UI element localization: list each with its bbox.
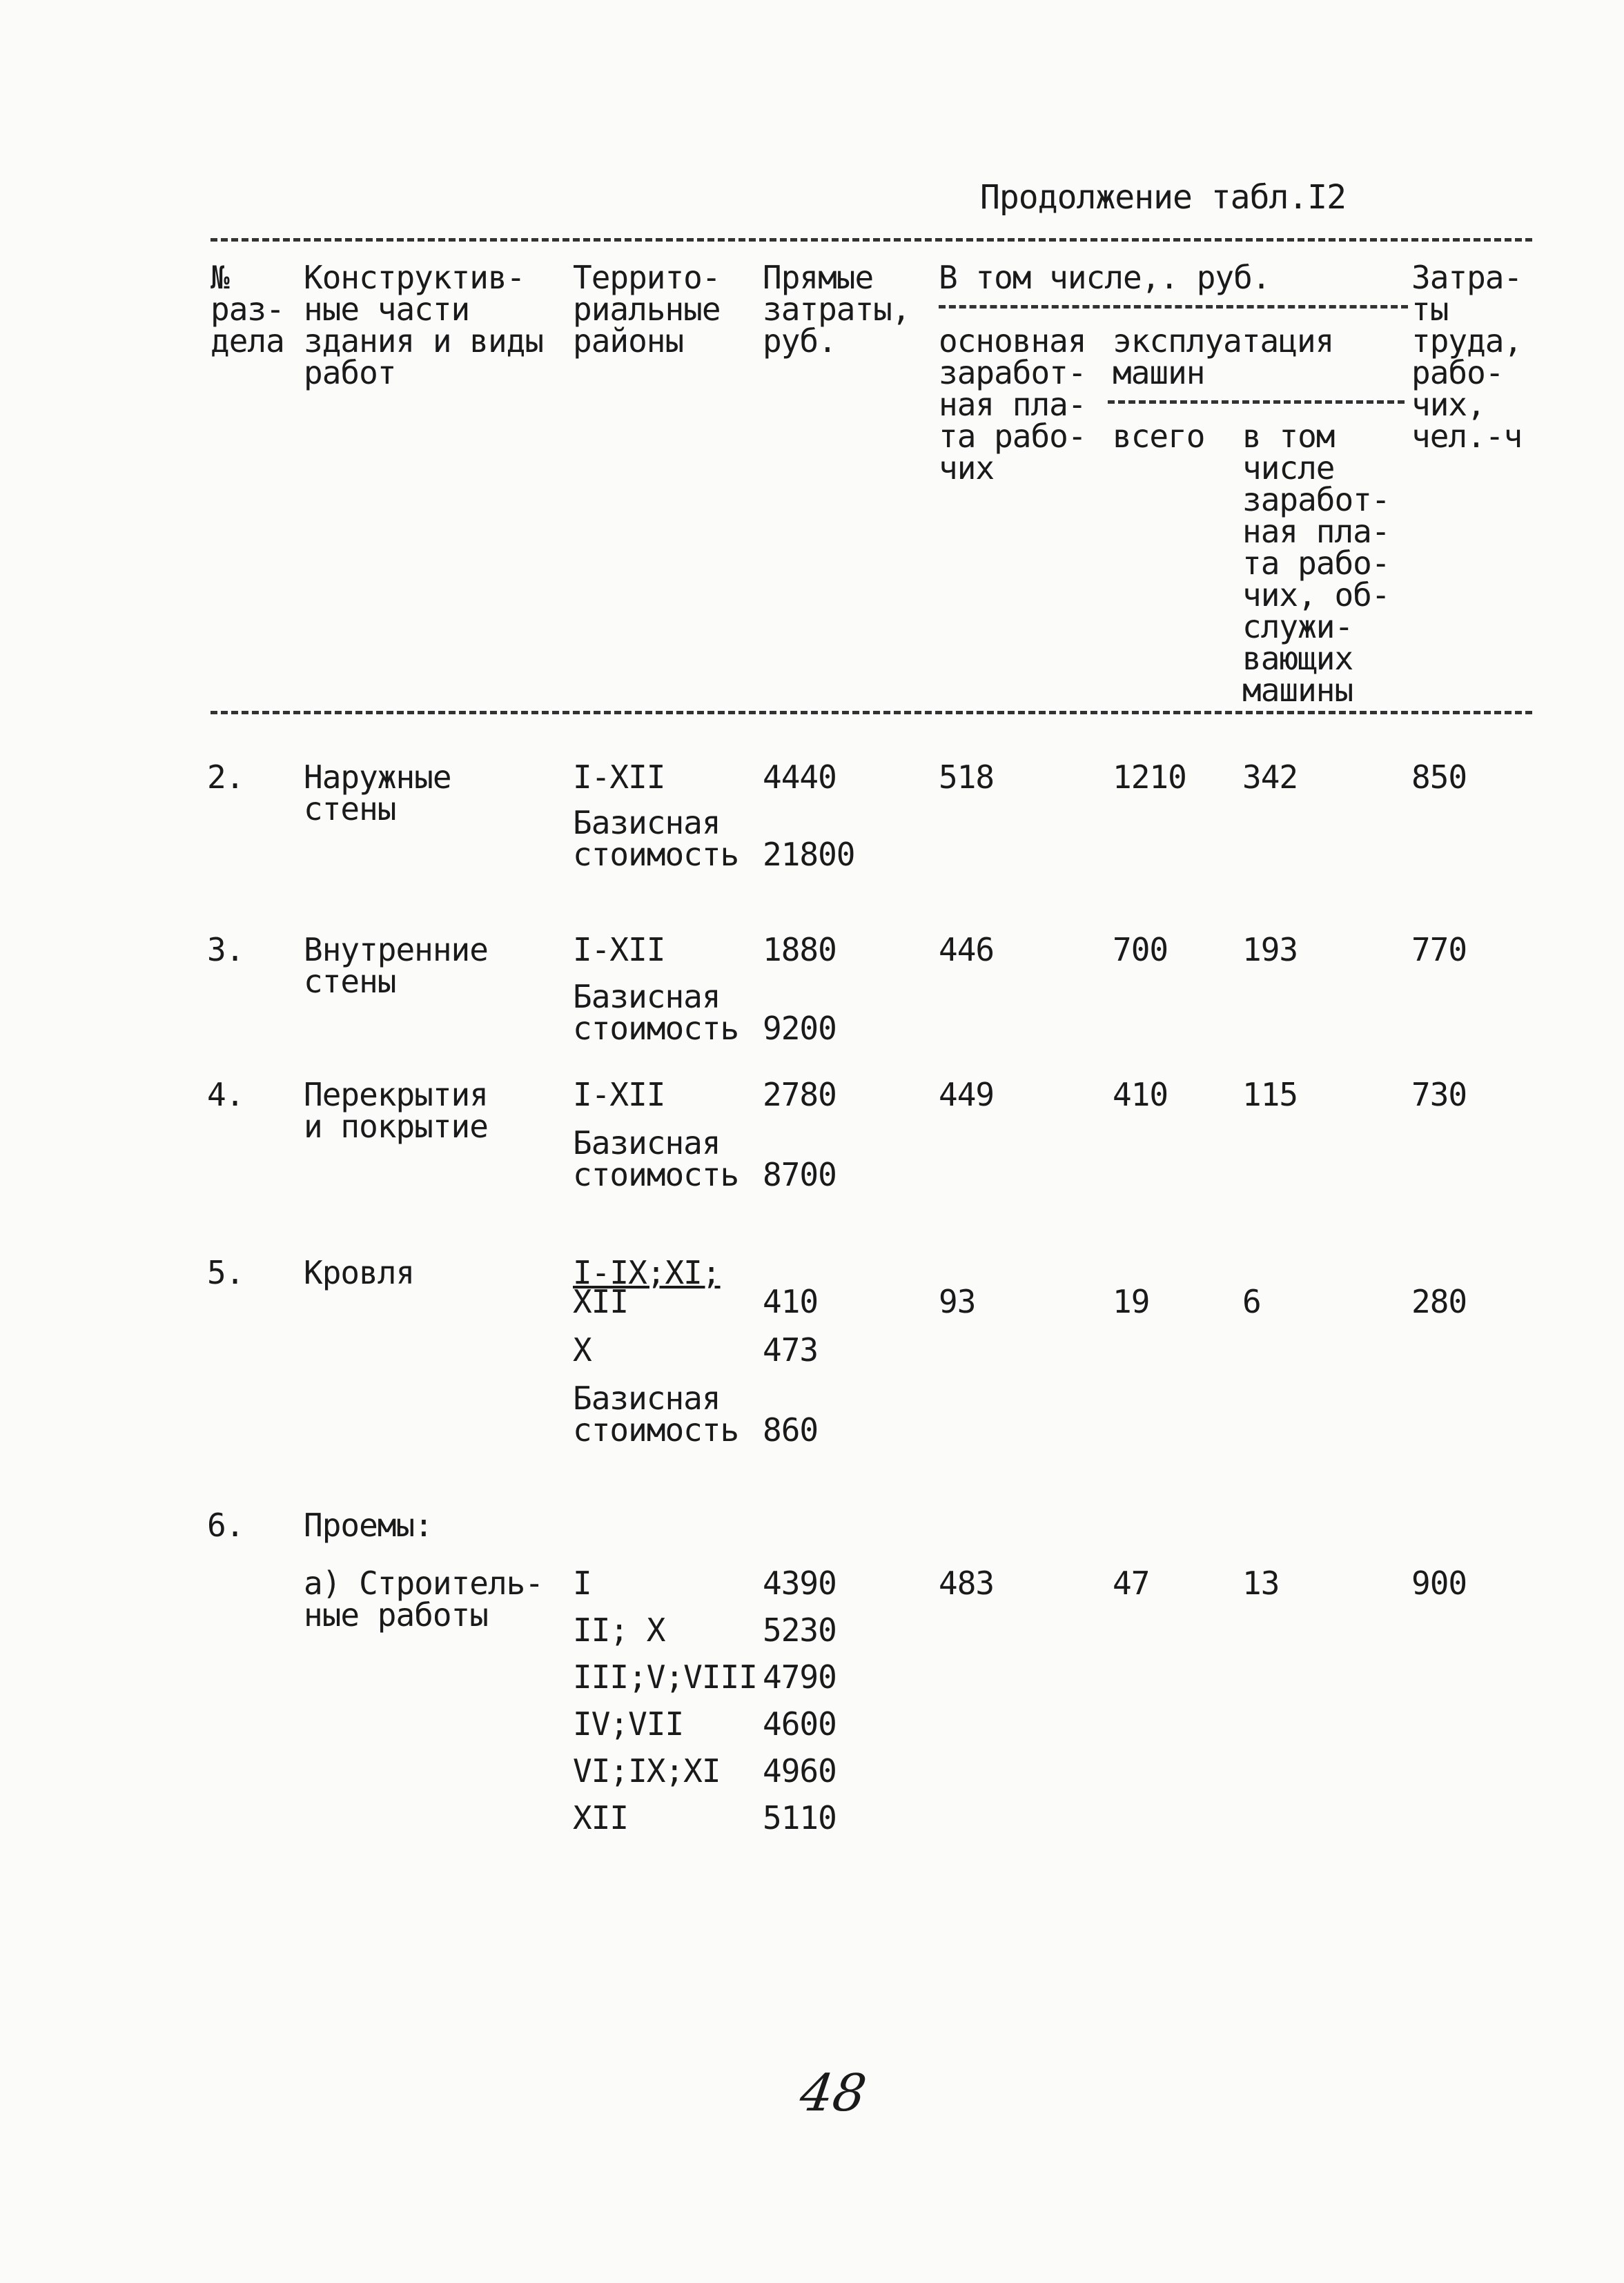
row-region: I — [573, 1565, 591, 1602]
header-col-wage-4: та рабо- — [939, 418, 1086, 455]
row-region: Базисная — [573, 978, 721, 1015]
row-region: I-XII — [573, 758, 665, 796]
row-direct: 4390 — [763, 1565, 837, 1602]
row-total: 410 — [1113, 1076, 1168, 1113]
header-bottom-rule — [211, 711, 1532, 714]
row-subname: а) Строитель- — [304, 1565, 544, 1602]
row-mwage: 115 — [1242, 1076, 1298, 1113]
row-direct: 860 — [763, 1411, 819, 1449]
row-wage: 93 — [939, 1283, 976, 1320]
row-labor: 730 — [1411, 1076, 1467, 1113]
header-col-mwage-7: служи- — [1242, 608, 1353, 645]
table-continuation-label: Продолжение табл.I2 — [980, 178, 1347, 217]
row-region: XII — [573, 1283, 629, 1320]
group-rule-machines — [1108, 400, 1405, 404]
row-region: III;V;VIII — [573, 1658, 757, 1696]
header-col-wage-5: чих — [939, 449, 995, 487]
row-direct: 9200 — [763, 1010, 837, 1047]
header-col-labor-2: ты — [1411, 291, 1449, 328]
row-total: 700 — [1113, 931, 1168, 968]
header-col-labor-4: рабо- — [1411, 354, 1504, 391]
row-region: I-XII — [573, 1076, 665, 1113]
row-region: XII — [573, 1799, 629, 1836]
header-col-total: всего — [1113, 418, 1205, 455]
row-wage: 483 — [939, 1565, 995, 1602]
row-direct: 4790 — [763, 1658, 837, 1696]
row-mwage: 342 — [1242, 758, 1298, 796]
header-col-regions-3: районы — [573, 322, 684, 360]
header-col-direct-3: руб. — [763, 322, 837, 360]
row-labor: 280 — [1411, 1283, 1467, 1320]
row-labor: 770 — [1411, 931, 1467, 968]
row-name: стены — [304, 963, 396, 1000]
row-direct: 1880 — [763, 931, 837, 968]
header-col-labor-5: чих, — [1411, 386, 1485, 423]
row-no: 3. — [207, 931, 244, 968]
row-region: Базисная — [573, 1124, 721, 1162]
header-group-incl: В том числе,. руб. — [939, 259, 1271, 296]
header-col-no-2: раз- — [211, 291, 284, 328]
row-total: 19 — [1113, 1283, 1150, 1320]
header-col-parts-1: Конструктив- — [304, 259, 525, 296]
row-direct: 473 — [763, 1331, 819, 1369]
header-col-mwage-4: ная пла- — [1242, 513, 1390, 550]
row-labor: 900 — [1411, 1565, 1467, 1602]
header-col-parts-2: ные части — [304, 291, 470, 328]
row-region: Базисная — [573, 804, 721, 841]
header-col-labor-6: чел.-ч — [1411, 418, 1523, 455]
header-group-machines-2: машин — [1113, 354, 1205, 391]
header-col-parts-4: работ — [304, 354, 396, 391]
row-region: X — [573, 1331, 591, 1369]
header-col-mwage-1: в том — [1242, 418, 1335, 455]
row-mwage: 13 — [1242, 1565, 1280, 1602]
header-group-machines-1: эксплуатация — [1113, 322, 1334, 360]
row-region: I-IX;XI; — [573, 1254, 721, 1291]
row-region: стоимость — [573, 1411, 739, 1449]
row-region: II; X — [573, 1611, 665, 1649]
header-col-wage-2: заработ- — [939, 354, 1086, 391]
row-direct: 4600 — [763, 1705, 837, 1743]
header-col-regions-2: риальные — [573, 291, 721, 328]
header-col-labor-1: Затра- — [1411, 259, 1523, 296]
header-col-mwage-3: заработ- — [1242, 481, 1390, 518]
row-direct: 2780 — [763, 1076, 837, 1113]
row-no: 2. — [207, 758, 244, 796]
row-name: Наружные — [304, 758, 451, 796]
row-direct: 4960 — [763, 1752, 837, 1790]
row-mwage: 193 — [1242, 931, 1298, 968]
row-region: стоимость — [573, 1156, 739, 1193]
row-mwage: 6 — [1242, 1283, 1261, 1320]
header-col-no-3: дела — [211, 322, 284, 360]
header-col-mwage-8: вающих — [1242, 640, 1353, 677]
row-direct: 410 — [763, 1283, 819, 1320]
row-direct: 5230 — [763, 1611, 837, 1649]
table-top-rule — [211, 238, 1532, 242]
row-wage: 449 — [939, 1076, 995, 1113]
header-col-direct-1: Прямые — [763, 259, 874, 296]
row-no: 5. — [207, 1254, 244, 1291]
header-col-regions-1: Террито- — [573, 259, 721, 296]
row-direct: 21800 — [763, 836, 855, 873]
row-region: IV;VII — [573, 1705, 684, 1743]
header-col-mwage-6: чих, об- — [1242, 576, 1390, 614]
row-region: VI;IX;XI — [573, 1752, 721, 1790]
row-region: Базисная — [573, 1380, 721, 1417]
header-col-mwage-5: та рабо- — [1242, 545, 1390, 582]
page-number: 48 — [796, 2064, 870, 2123]
row-subname: ные работы — [304, 1596, 488, 1634]
header-col-labor-3: труда, — [1411, 322, 1523, 360]
row-region: I-XII — [573, 931, 665, 968]
group-rule-incl — [939, 305, 1408, 308]
row-name: Внутренние — [304, 931, 488, 968]
row-name: Перекрытия — [304, 1076, 488, 1113]
row-total: 1210 — [1113, 758, 1186, 796]
row-name: и покрытие — [304, 1108, 488, 1145]
header-col-direct-2: затраты, — [763, 291, 910, 328]
row-labor: 850 — [1411, 758, 1467, 796]
row-direct: 5110 — [763, 1799, 837, 1836]
row-no: 6. — [207, 1507, 244, 1544]
header-col-mwage-2: числе — [1242, 449, 1335, 487]
row-region: стоимость — [573, 1010, 739, 1047]
row-name: стены — [304, 790, 396, 827]
header-col-wage-1: основная — [939, 322, 1086, 360]
row-direct: 4440 — [763, 758, 837, 796]
row-name: Кровля — [304, 1254, 415, 1291]
row-no: 4. — [207, 1076, 244, 1113]
row-wage: 446 — [939, 931, 995, 968]
header-col-no-1: № — [211, 259, 229, 296]
header-col-wage-3: ная пла- — [939, 386, 1086, 423]
header-col-mwage-9: машины — [1242, 672, 1353, 709]
header-col-parts-3: здания и виды — [304, 322, 544, 360]
row-total: 47 — [1113, 1565, 1150, 1602]
row-region: стоимость — [573, 836, 739, 873]
row-direct: 8700 — [763, 1156, 837, 1193]
row-name: Проемы: — [304, 1507, 433, 1544]
row-wage: 518 — [939, 758, 995, 796]
